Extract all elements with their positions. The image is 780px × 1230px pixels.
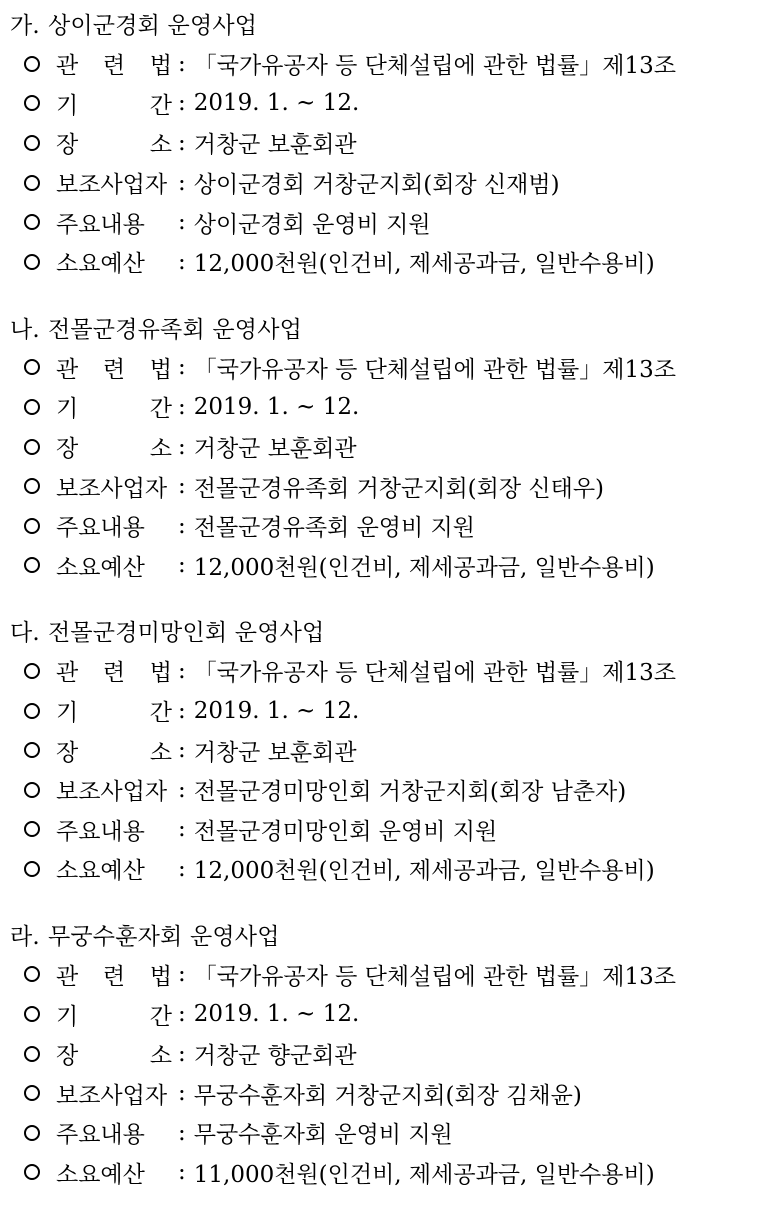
item-label: 기 간	[56, 1003, 172, 1030]
item-value: 전몰군경미망인회 거창군지회(회장 남춘자)	[193, 779, 627, 806]
item-label: 보조사업자	[56, 172, 168, 199]
item-value: 거창군 보훈회관	[193, 436, 357, 463]
item-label: 보조사업자	[56, 475, 168, 502]
list-item: 보조사업자 : 상이군경회 거창군지회(회장 신재범)	[10, 163, 780, 203]
list-item: 기 간 : 2019. 1. ~ 12.	[10, 84, 780, 124]
section-ra	[10, 919, 780, 1193]
list-item: 장 소 : 거창군 향군회관	[10, 1034, 780, 1074]
item-label: 관 련 법	[56, 660, 172, 687]
section-number: 나.	[10, 316, 40, 343]
item-value: 무궁수훈자회 운영비 지원	[193, 1122, 453, 1149]
section-title: 전몰군경미망인회 운영사업	[47, 620, 325, 647]
list-item: 주요내용 : 전몰군경유족회 운영비 지원	[10, 506, 780, 546]
section-title: 무궁수훈자회 운영사업	[47, 923, 280, 950]
item-value: 거창군 보훈회관	[193, 739, 357, 766]
circle-bullet-icon	[24, 663, 40, 679]
item-value: 전몰군경유족회 운영비 지원	[193, 515, 475, 542]
section-title: 전몰군경유족회 운영사업	[47, 316, 303, 343]
list-item: 소요예산 : 11,000천원(인건비, 제세공과금, 일반수용비)	[10, 1153, 780, 1193]
item-value: 전몰군경유족회 거창군지회(회장 신태우)	[193, 475, 605, 502]
item-label: 주요내용	[56, 211, 145, 238]
list-item: 소요예산 : 12,000천원(인건비, 제세공과금, 일반수용비)	[10, 242, 780, 282]
circle-bullet-icon	[24, 1164, 40, 1180]
item-value: 상이군경회 운영비 지원	[193, 211, 431, 238]
list-item: 장 소 : 거창군 보훈회관	[10, 730, 780, 770]
list-item: 관 련 법 : 「국가유공자 등 단체설립에 관한 법률」제13조	[10, 955, 780, 995]
item-label: 장 소	[56, 739, 172, 766]
circle-bullet-icon	[24, 214, 40, 230]
circle-bullet-icon	[24, 742, 40, 758]
item-label: 관 련 법	[56, 53, 172, 80]
item-value: 2019. 1. ~ 12.	[193, 90, 360, 117]
item-label: 소요예산	[56, 1161, 145, 1188]
section-number: 가.	[10, 13, 40, 39]
list-item: 주요내용 : 전몰군경미망인회 운영비 지원	[10, 810, 780, 850]
item-label: 주요내용	[56, 1122, 145, 1149]
item-label: 장 소	[56, 436, 172, 463]
list-item: 주요내용 : 상이군경회 운영비 지원	[10, 202, 780, 242]
item-label: 보조사업자	[56, 779, 168, 806]
list-item: 기 간 : 2019. 1. ~ 12.	[10, 691, 780, 731]
section-number: 라.	[10, 923, 40, 950]
item-value: 「국가유공자 등 단체설립에 관한 법률」제13조	[193, 660, 676, 687]
list-item: 보조사업자 : 전몰군경유족회 거창군지회(회장 신태우)	[10, 466, 780, 506]
list-item: 관 련 법 : 「국가유공자 등 단체설립에 관한 법률」제13조	[10, 348, 780, 388]
circle-bullet-icon	[24, 1046, 40, 1062]
section-heading	[10, 312, 780, 348]
circle-bullet-icon	[24, 557, 40, 573]
item-label: 기 간	[56, 700, 172, 727]
item-value: 11,000천원(인건비, 제세공과금, 일반수용비)	[193, 1161, 655, 1188]
circle-bullet-icon	[24, 478, 40, 494]
list-item: 관 련 법 : 「국가유공자 등 단체설립에 관한 법률」제13조	[10, 44, 780, 84]
section-na	[10, 312, 780, 586]
circle-bullet-icon	[24, 95, 40, 111]
circle-bullet-icon	[24, 135, 40, 151]
item-value: 12,000천원(인건비, 제세공과금, 일반수용비)	[193, 251, 655, 278]
item-value: 상이군경회 거창군지회(회장 신재범)	[193, 172, 560, 199]
list-item: 소요예산 : 12,000천원(인건비, 제세공과금, 일반수용비)	[10, 849, 780, 889]
item-label: 장 소	[56, 132, 172, 159]
list-item: 소요예산 : 12,000천원(인건비, 제세공과금, 일반수용비)	[10, 546, 780, 586]
item-value: 「국가유공자 등 단체설립에 관한 법률」제13조	[193, 963, 676, 990]
item-label: 주요내용	[56, 515, 145, 542]
item-value: 무궁수훈자회 거창군지회(회장 김채윤)	[193, 1082, 582, 1109]
section-heading	[10, 8, 780, 44]
circle-bullet-icon	[24, 175, 40, 191]
circle-bullet-icon	[24, 254, 40, 270]
circle-bullet-icon	[24, 518, 40, 534]
list-item: 주요내용 : 무궁수훈자회 운영비 지원	[10, 1113, 780, 1153]
circle-bullet-icon	[24, 966, 40, 982]
item-value: 거창군 향군회관	[193, 1043, 357, 1070]
item-value: 2019. 1. ~ 12.	[193, 1001, 360, 1028]
section-number: 다.	[10, 620, 40, 647]
item-label: 소요예산	[56, 858, 145, 885]
item-value: 「국가유공자 등 단체설립에 관한 법률」제13조	[193, 53, 676, 80]
list-item: 기 간 : 2019. 1. ~ 12.	[10, 387, 780, 427]
list-item: 장 소 : 거창군 보훈회관	[10, 123, 780, 163]
list-item: 장 소 : 거창군 보훈회관	[10, 427, 780, 467]
item-label: 장 소	[56, 1043, 172, 1070]
circle-bullet-icon	[24, 359, 40, 375]
circle-bullet-icon	[24, 1125, 40, 1141]
item-label: 보조사업자	[56, 1082, 168, 1109]
circle-bullet-icon	[24, 56, 40, 72]
circle-bullet-icon	[24, 782, 40, 798]
circle-bullet-icon	[24, 1085, 40, 1101]
list-item: 보조사업자 : 무궁수훈자회 거창군지회(회장 김채윤)	[10, 1073, 780, 1113]
circle-bullet-icon	[24, 821, 40, 837]
circle-bullet-icon	[24, 861, 40, 877]
item-label: 기 간	[56, 396, 172, 423]
item-value: 거창군 보훈회관	[193, 132, 357, 159]
section-heading	[10, 615, 780, 651]
section-title: 상이군경회 운영사업	[47, 13, 258, 39]
item-value: 전몰군경미망인회 운영비 지원	[193, 818, 498, 845]
circle-bullet-icon	[24, 1006, 40, 1022]
circle-bullet-icon	[24, 399, 40, 415]
item-value: 2019. 1. ~ 12.	[193, 393, 360, 420]
circle-bullet-icon	[24, 439, 40, 455]
item-label: 주요내용	[56, 818, 145, 845]
list-item: 기 간 : 2019. 1. ~ 12.	[10, 994, 780, 1034]
list-item: 관 련 법 : 「국가유공자 등 단체설립에 관한 법률」제13조	[10, 651, 780, 691]
item-label: 관 련 법	[56, 963, 172, 990]
item-value: 2019. 1. ~ 12.	[193, 697, 360, 724]
section-heading	[10, 919, 780, 955]
item-label: 관 련 법	[56, 356, 172, 383]
list-item: 보조사업자 : 전몰군경미망인회 거창군지회(회장 남춘자)	[10, 770, 780, 810]
section-da	[10, 615, 780, 889]
item-value: 「국가유공자 등 단체설립에 관한 법률」제13조	[193, 356, 676, 383]
item-label: 소요예산	[56, 554, 145, 581]
item-label: 기 간	[56, 92, 172, 119]
item-value: 12,000천원(인건비, 제세공과금, 일반수용비)	[193, 554, 655, 581]
circle-bullet-icon	[24, 703, 40, 719]
item-value: 12,000천원(인건비, 제세공과금, 일반수용비)	[193, 858, 655, 885]
item-label: 소요예산	[56, 251, 145, 278]
section-ga	[10, 8, 780, 282]
